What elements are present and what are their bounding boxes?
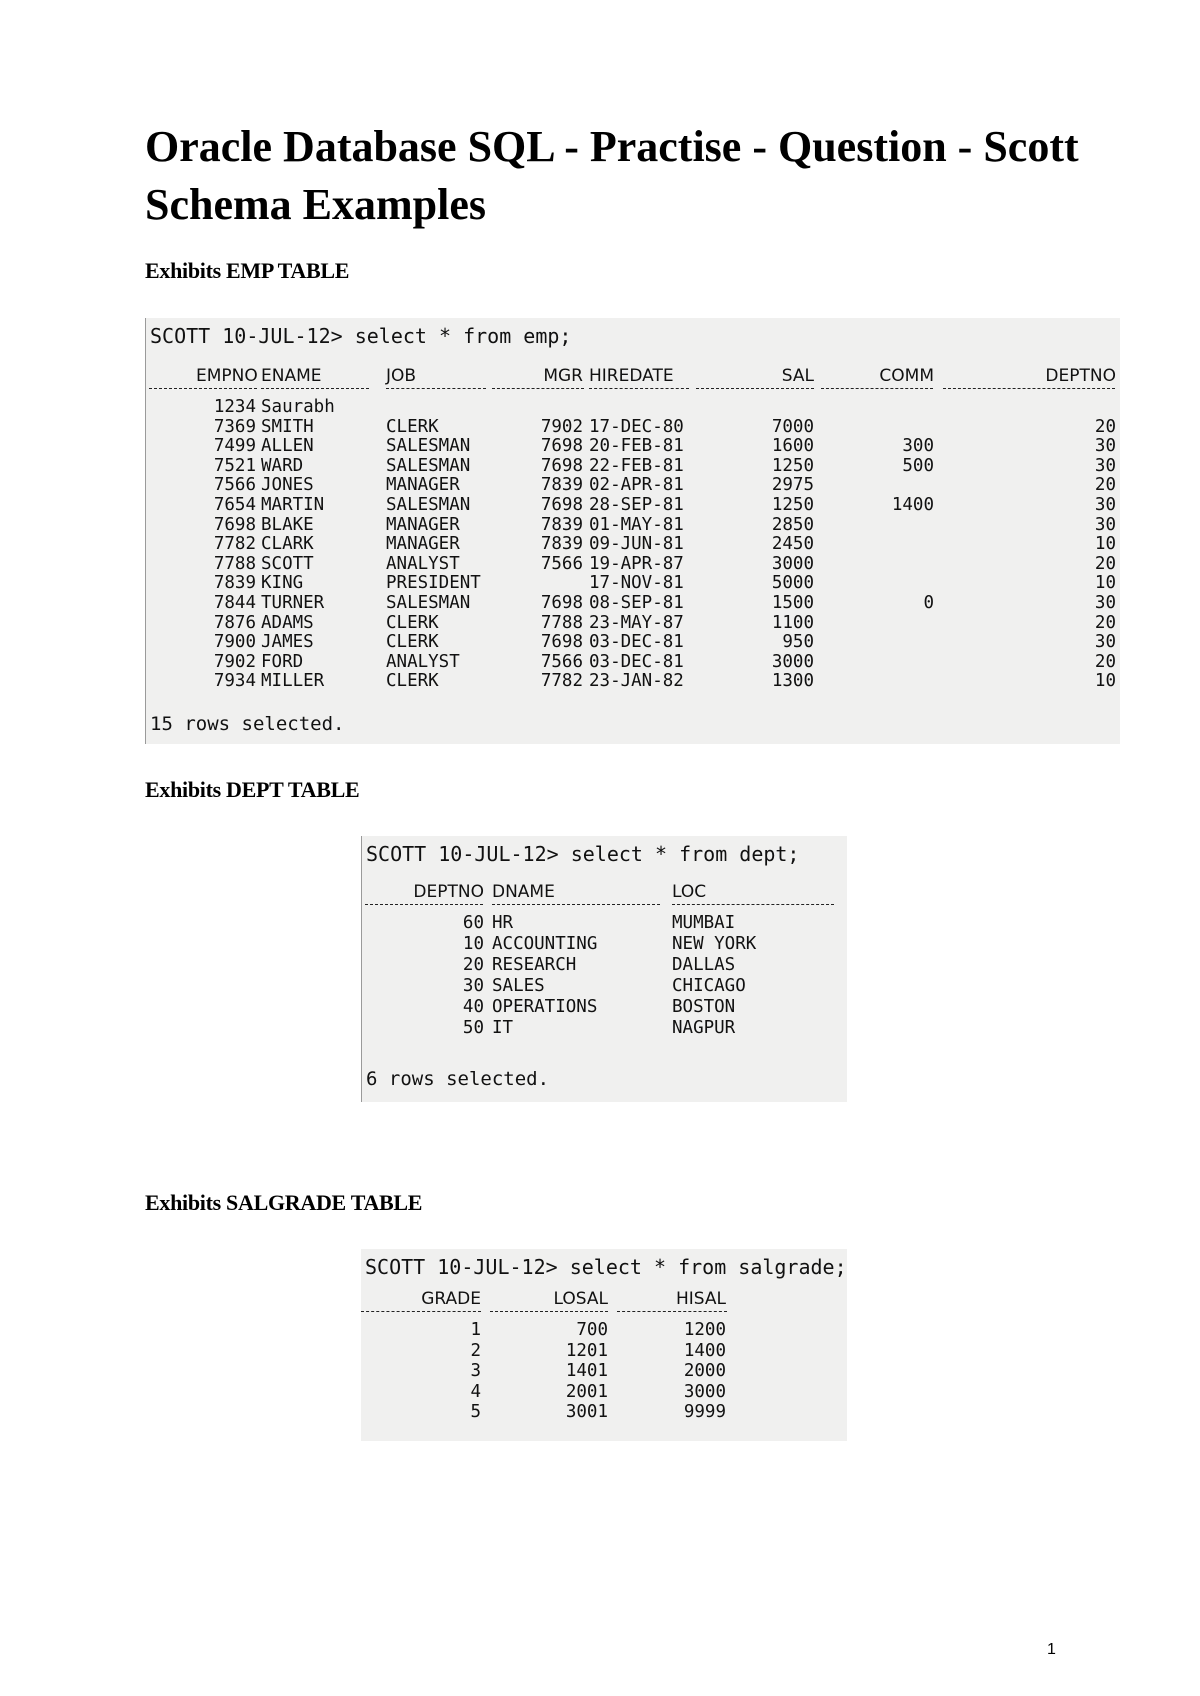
emp-cell-deptno: 20 bbox=[1094, 651, 1116, 672]
emp-cell-sal: 1250 bbox=[771, 455, 814, 476]
emp-cell-empno: 7902 bbox=[213, 651, 256, 672]
salgrade-sql-prompt: SCOTT 10-JUL-12> select * from salgrade; bbox=[365, 1255, 847, 1279]
dept-cell-dname: OPERATIONS bbox=[492, 997, 598, 1017]
emp-cell-empno: 7844 bbox=[213, 593, 256, 613]
emp-cell-sal: 2450 bbox=[771, 534, 814, 555]
dept-cell-dname: RESEARCH bbox=[492, 955, 577, 975]
emp-cell-deptno: 10 bbox=[1094, 534, 1116, 555]
emp-cell-ename: TURNER bbox=[261, 593, 325, 613]
emp-cell-ename: KING bbox=[261, 573, 304, 594]
emp-cell-ename: SMITH bbox=[261, 416, 314, 437]
dept-header-underline bbox=[365, 904, 483, 905]
emp-cell-deptno: 10 bbox=[1094, 671, 1116, 692]
emp-cell-job: MANAGER bbox=[386, 534, 460, 555]
emp-cell-empno: 7839 bbox=[213, 573, 256, 594]
emp-cell-job: CLERK bbox=[386, 612, 439, 633]
dept-cell-loc: MUMBAI bbox=[672, 913, 736, 933]
emp-cell-empno: 7934 bbox=[213, 671, 256, 692]
emp-header-underline bbox=[149, 388, 257, 389]
emp-header-underline bbox=[696, 388, 814, 389]
emp-cell-sal: 950 bbox=[782, 632, 814, 653]
emp-cell-sal: 5000 bbox=[771, 573, 814, 594]
dept-cell-dname: IT bbox=[492, 1018, 514, 1038]
emp-cell-job: SALESMAN bbox=[386, 455, 471, 476]
emp-cell-sal: 7000 bbox=[771, 416, 814, 437]
emp-cell-empno: 1234 bbox=[213, 397, 256, 417]
salgrade-header-losal: LOSAL bbox=[553, 1289, 608, 1309]
emp-cell-deptno: 20 bbox=[1094, 553, 1116, 574]
salgrade-cell-losal: 3001 bbox=[565, 1402, 608, 1422]
emp-cell-ename: SCOTT bbox=[261, 553, 314, 574]
emp-cell-job: SALESMAN bbox=[386, 593, 471, 613]
emp-cell-mgr: 7698 bbox=[540, 593, 583, 613]
salgrade-cell-grade: 1 bbox=[470, 1320, 481, 1340]
emp-cell-mgr: 7566 bbox=[540, 651, 583, 672]
emp-cell-mgr: 7698 bbox=[540, 495, 583, 515]
emp-cell-sal: 2975 bbox=[771, 475, 814, 496]
emp-header-underline bbox=[589, 388, 689, 389]
emp-cell-comm: 0 bbox=[923, 593, 934, 613]
salgrade-cell-hisal: 1400 bbox=[683, 1340, 726, 1361]
emp-cell-empno: 7782 bbox=[213, 534, 256, 555]
emp-cell-job: SALESMAN bbox=[386, 495, 471, 515]
emp-cell-sal: 2850 bbox=[771, 514, 814, 535]
emp-header-job: JOB bbox=[386, 366, 417, 386]
dept-header-dname: DNAME bbox=[492, 882, 555, 902]
emp-cell-ename: FORD bbox=[261, 651, 304, 672]
dept-cell-dname: SALES bbox=[492, 976, 545, 996]
emp-cell-deptno: 20 bbox=[1094, 612, 1116, 633]
emp-cell-job: CLERK bbox=[386, 671, 439, 692]
salgrade-header-hisal: HISAL bbox=[675, 1289, 726, 1309]
emp-cell-comm: 500 bbox=[902, 455, 934, 476]
emp-table-screenshot bbox=[145, 318, 1120, 744]
emp-cell-mgr: 7788 bbox=[540, 612, 583, 633]
emp-cell-empno: 7876 bbox=[213, 612, 256, 633]
emp-cell-sal: 1500 bbox=[771, 593, 814, 613]
dept-table-screenshot bbox=[361, 836, 847, 1102]
dept-cell-loc: NAGPUR bbox=[672, 1018, 736, 1038]
emp-header-deptno: DEPTNO bbox=[1045, 366, 1116, 386]
emp-cell-empno: 7369 bbox=[213, 416, 256, 437]
emp-cell-mgr: 7782 bbox=[540, 671, 583, 692]
emp-header-mgr: MGR bbox=[543, 366, 583, 386]
emp-cell-ename: Saurabh bbox=[261, 397, 335, 417]
salgrade-cell-grade: 4 bbox=[470, 1381, 481, 1402]
emp-cell-mgr: 7566 bbox=[540, 553, 583, 574]
salgrade-header-grade: GRADE bbox=[421, 1289, 481, 1309]
emp-cell-job: MANAGER bbox=[386, 475, 460, 496]
emp-cell-hiredate: 01-MAY-81 bbox=[589, 514, 684, 535]
emp-cell-ename: ADAMS bbox=[261, 612, 314, 633]
emp-cell-hiredate: 23-MAY-87 bbox=[589, 612, 684, 633]
emp-cell-hiredate: 17-NOV-81 bbox=[589, 573, 684, 594]
emp-cell-deptno: 30 bbox=[1094, 455, 1116, 476]
emp-cell-hiredate: 03-DEC-81 bbox=[589, 651, 684, 672]
emp-cell-job: MANAGER bbox=[386, 514, 460, 535]
emp-cell-sal: 1100 bbox=[771, 612, 814, 633]
dept-cell-deptno: 30 bbox=[462, 976, 484, 996]
emp-cell-sal: 3000 bbox=[771, 651, 814, 672]
emp-cell-hiredate: 19-APR-87 bbox=[589, 553, 684, 574]
emp-cell-mgr: 7839 bbox=[540, 514, 583, 535]
salgrade-cell-hisal: 9999 bbox=[683, 1402, 726, 1422]
emp-cell-sal: 3000 bbox=[771, 553, 814, 574]
emp-cell-empno: 7900 bbox=[213, 632, 256, 653]
emp-cell-deptno: 30 bbox=[1094, 632, 1116, 653]
salgrade-table-screenshot bbox=[361, 1249, 847, 1441]
dept-cell-dname: HR bbox=[492, 913, 514, 933]
exhibit-salgrade-heading: Exhibits SALGRADE TABLE bbox=[145, 1190, 423, 1215]
emp-cell-hiredate: 08-SEP-81 bbox=[589, 593, 684, 613]
emp-cell-deptno: 30 bbox=[1094, 436, 1116, 457]
emp-cell-ename: MARTIN bbox=[261, 495, 325, 515]
emp-header-ename: ENAME bbox=[261, 366, 322, 386]
emp-cell-ename: BLAKE bbox=[261, 514, 314, 535]
dept-cell-loc: CHICAGO bbox=[672, 976, 746, 996]
emp-cell-ename: JAMES bbox=[261, 632, 314, 653]
emp-header-underline bbox=[492, 388, 584, 389]
emp-cell-deptno: 30 bbox=[1094, 593, 1116, 613]
exhibit-dept-heading: Exhibits DEPT TABLE bbox=[145, 777, 360, 802]
emp-cell-sal: 1250 bbox=[771, 495, 814, 515]
emp-cell-job: ANALYST bbox=[386, 553, 460, 574]
dept-header-underline bbox=[492, 904, 660, 905]
dept-cell-loc: DALLAS bbox=[672, 955, 736, 975]
emp-cell-ename: CLARK bbox=[261, 534, 314, 555]
emp-cell-ename: JONES bbox=[261, 475, 314, 496]
emp-cell-hiredate: 02-APR-81 bbox=[589, 475, 684, 496]
salgrade-header-underline bbox=[361, 1311, 481, 1312]
emp-cell-job: CLERK bbox=[386, 416, 439, 437]
emp-cell-sal: 1600 bbox=[771, 436, 814, 457]
emp-cell-deptno: 10 bbox=[1094, 573, 1116, 594]
emp-cell-ename: ALLEN bbox=[261, 436, 314, 457]
emp-cell-deptno: 20 bbox=[1094, 475, 1116, 496]
salgrade-cell-losal: 700 bbox=[576, 1320, 608, 1340]
emp-cell-hiredate: 17-DEC-80 bbox=[589, 416, 684, 437]
emp-cell-empno: 7566 bbox=[213, 475, 256, 496]
salgrade-cell-hisal: 3000 bbox=[683, 1381, 726, 1402]
emp-header-empno: EMPNO bbox=[196, 366, 258, 386]
salgrade-cell-losal: 2001 bbox=[565, 1381, 608, 1402]
emp-cell-hiredate: 20-FEB-81 bbox=[589, 436, 684, 457]
emp-cell-job: SALESMAN bbox=[386, 436, 471, 457]
emp-cell-hiredate: 23-JAN-82 bbox=[589, 671, 684, 692]
emp-cell-deptno: 30 bbox=[1094, 495, 1116, 515]
emp-cell-deptno: 20 bbox=[1094, 416, 1116, 437]
dept-header-underline bbox=[672, 904, 834, 905]
dept-header-deptno: DEPTNO bbox=[413, 882, 484, 902]
dept-sql-prompt: SCOTT 10-JUL-12> select * from dept; bbox=[366, 842, 800, 866]
emp-sql-prompt: SCOTT 10-JUL-12> select * from emp; bbox=[150, 324, 572, 348]
emp-cell-mgr: 7698 bbox=[540, 455, 583, 476]
page-number: 1 bbox=[1047, 1641, 1056, 1658]
dept-cell-deptno: 40 bbox=[462, 997, 484, 1017]
emp-cell-empno: 7654 bbox=[213, 495, 256, 515]
exhibit-emp-heading: Exhibits EMP TABLE bbox=[145, 258, 350, 283]
emp-cell-job: ANALYST bbox=[386, 651, 460, 672]
emp-cell-hiredate: 09-JUN-81 bbox=[589, 534, 684, 555]
emp-cell-comm: 1400 bbox=[891, 495, 934, 515]
emp-cell-job: CLERK bbox=[386, 632, 439, 653]
emp-cell-mgr: 7839 bbox=[540, 475, 583, 496]
dept-header-loc: LOC bbox=[672, 882, 707, 902]
salgrade-cell-hisal: 1200 bbox=[683, 1320, 726, 1340]
dept-rows-footer: 6 rows selected. bbox=[366, 1068, 550, 1090]
emp-cell-deptno: 30 bbox=[1094, 514, 1116, 535]
emp-header-underline bbox=[943, 388, 1115, 389]
emp-cell-mgr: 7902 bbox=[540, 416, 583, 437]
salgrade-cell-losal: 1201 bbox=[565, 1340, 608, 1361]
emp-rows-footer: 15 rows selected. bbox=[150, 713, 345, 735]
dept-cell-deptno: 60 bbox=[462, 913, 484, 933]
emp-cell-comm: 300 bbox=[902, 436, 934, 457]
emp-header-comm: COMM bbox=[879, 366, 934, 386]
emp-cell-hiredate: 03-DEC-81 bbox=[589, 632, 684, 653]
emp-cell-mgr: 7839 bbox=[540, 534, 583, 555]
emp-header-underline bbox=[821, 388, 933, 389]
emp-cell-mgr: 7698 bbox=[540, 632, 583, 653]
emp-cell-mgr: 7698 bbox=[540, 436, 583, 457]
salgrade-cell-grade: 2 bbox=[470, 1340, 481, 1361]
dept-cell-deptno: 50 bbox=[462, 1018, 484, 1038]
emp-cell-empno: 7499 bbox=[213, 436, 256, 457]
dept-cell-deptno: 20 bbox=[462, 955, 484, 975]
emp-header-hiredate: HIREDATE bbox=[589, 366, 674, 386]
salgrade-cell-grade: 3 bbox=[470, 1361, 481, 1381]
dept-cell-loc: BOSTON bbox=[672, 997, 736, 1017]
dept-cell-deptno: 10 bbox=[462, 934, 484, 954]
emp-header-underline bbox=[386, 388, 486, 389]
emp-cell-empno: 7698 bbox=[213, 514, 256, 535]
salgrade-cell-hisal: 2000 bbox=[683, 1361, 726, 1381]
page-title: Oracle Database SQL - Practise - Question - Scott Schema Examples bbox=[145, 122, 1079, 229]
emp-cell-empno: 7788 bbox=[213, 553, 256, 574]
salgrade-header-underline bbox=[617, 1311, 727, 1312]
dept-cell-dname: ACCOUNTING bbox=[492, 934, 598, 954]
emp-cell-hiredate: 22-FEB-81 bbox=[589, 455, 684, 476]
salgrade-cell-losal: 1401 bbox=[565, 1361, 608, 1381]
dept-cell-loc: NEW YORK bbox=[672, 934, 757, 954]
salgrade-header-underline bbox=[490, 1311, 608, 1312]
emp-header-underline bbox=[261, 388, 369, 389]
emp-cell-hiredate: 28-SEP-81 bbox=[589, 495, 684, 515]
emp-cell-ename: MILLER bbox=[261, 671, 325, 692]
emp-cell-sal: 1300 bbox=[771, 671, 814, 692]
emp-cell-job: PRESIDENT bbox=[386, 573, 481, 594]
salgrade-cell-grade: 5 bbox=[470, 1402, 481, 1422]
emp-cell-ename: WARD bbox=[261, 455, 304, 476]
emp-header-sal: SAL bbox=[781, 366, 814, 386]
emp-cell-empno: 7521 bbox=[213, 455, 256, 476]
